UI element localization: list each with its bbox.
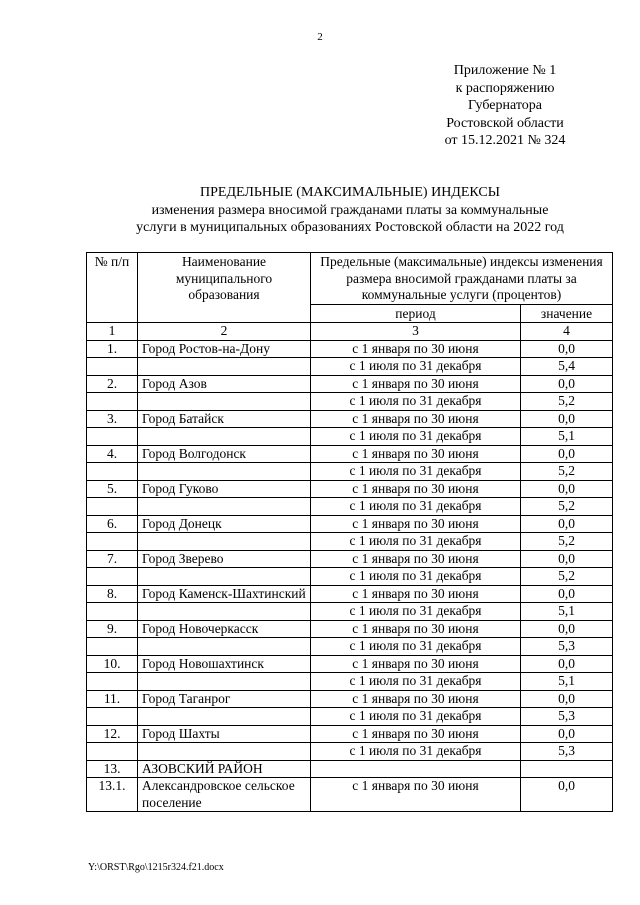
table-row — [87, 463, 613, 481]
row-period: с 1 января по 30 июня — [311, 690, 521, 708]
row-name: Город Ростов-на-Дону — [138, 340, 311, 358]
row-value: 5,1 — [521, 673, 613, 691]
row-period — [311, 760, 521, 778]
row-value: 5,2 — [521, 393, 613, 411]
row-period: с 1 января по 30 июня — [311, 725, 521, 743]
row-value: 0,0 — [521, 655, 613, 673]
row-name: Город Новочеркасск — [138, 620, 311, 638]
row-value: 5,3 — [521, 638, 613, 656]
row-num — [87, 743, 138, 761]
row-period: с 1 июля по 31 декабря — [311, 533, 521, 551]
row-value: 0,0 — [521, 550, 613, 568]
row-value: 0,0 — [521, 620, 613, 638]
col-number: 4 — [521, 323, 613, 341]
header-num: № п/п — [87, 253, 138, 323]
col-number: 1 — [87, 323, 138, 341]
table-row — [87, 638, 613, 656]
table-row — [87, 743, 613, 761]
table-row — [87, 410, 613, 428]
row-num: 11. — [87, 690, 138, 708]
row-name — [138, 428, 311, 446]
table-row — [87, 760, 613, 778]
file-path-footer: Y:\ORST\Rgo\1215r324.f21.docx — [88, 862, 224, 873]
row-period: с 1 января по 30 июня — [311, 620, 521, 638]
row-value: 5,1 — [521, 428, 613, 446]
table-row — [87, 690, 613, 708]
row-num — [87, 673, 138, 691]
row-name: Город Таганрог — [138, 690, 311, 708]
row-period: с 1 июля по 31 декабря — [311, 358, 521, 376]
appendix-line: от 15.12.2021 № 324 — [444, 133, 566, 148]
page-number: 2 — [317, 31, 323, 43]
row-name — [138, 638, 311, 656]
row-num: 4. — [87, 445, 138, 463]
row-period: с 1 июля по 31 декабря — [311, 638, 521, 656]
header-name: Наименование муниципального образования — [138, 253, 311, 323]
row-num: 6. — [87, 515, 138, 533]
row-period: с 1 января по 30 июня — [311, 340, 521, 358]
row-period: с 1 июля по 31 декабря — [311, 708, 521, 726]
row-value: 0,0 — [521, 480, 613, 498]
row-period: с 1 июля по 31 декабря — [311, 428, 521, 446]
row-name: Город Новошахтинск — [138, 655, 311, 673]
table-row — [87, 673, 613, 691]
row-value: 5,3 — [521, 708, 613, 726]
table-row — [87, 550, 613, 568]
row-num — [87, 603, 138, 621]
row-name — [138, 603, 311, 621]
row-num: 13.1. — [87, 778, 138, 812]
row-name — [138, 743, 311, 761]
row-num: 5. — [87, 480, 138, 498]
row-value: 5,2 — [521, 463, 613, 481]
row-value: 5,2 — [521, 568, 613, 586]
table-row — [87, 445, 613, 463]
row-value: 5,2 — [521, 533, 613, 551]
row-value: 0,0 — [521, 725, 613, 743]
row-num: 2. — [87, 375, 138, 393]
row-period: с 1 января по 30 июня — [311, 655, 521, 673]
table-row — [87, 533, 613, 551]
row-name: Город Азов — [138, 375, 311, 393]
row-num: 12. — [87, 725, 138, 743]
row-name: Город Донецк — [138, 515, 311, 533]
row-period: с 1 января по 30 июня — [311, 375, 521, 393]
row-period: с 1 января по 30 июня — [311, 778, 521, 812]
row-value: 5,2 — [521, 498, 613, 516]
table-row — [87, 778, 613, 812]
table-row — [87, 375, 613, 393]
title-line: услуги в муниципальных образованиях Ростовской области на 2022 год — [136, 220, 564, 235]
row-num — [87, 708, 138, 726]
table-row — [87, 428, 613, 446]
row-value: 0,0 — [521, 515, 613, 533]
row-value: 0,0 — [521, 585, 613, 603]
row-name — [138, 393, 311, 411]
col-number: 2 — [138, 323, 311, 341]
row-period: с 1 июля по 31 декабря — [311, 568, 521, 586]
row-name — [138, 463, 311, 481]
document-title — [90, 184, 610, 237]
row-num — [87, 498, 138, 516]
row-name: Александровское сельское поселение — [138, 778, 311, 812]
row-period: с 1 января по 30 июня — [311, 515, 521, 533]
row-name: Город Зверево — [138, 550, 311, 568]
table-row — [87, 585, 613, 603]
row-period: с 1 января по 30 июня — [311, 550, 521, 568]
row-name: АЗОВСКИЙ РАЙОН — [138, 760, 311, 778]
header-value: значение — [521, 304, 613, 323]
row-period: с 1 июля по 31 декабря — [311, 603, 521, 621]
row-num — [87, 393, 138, 411]
indices-table — [86, 252, 613, 812]
table-row — [87, 603, 613, 621]
row-num — [87, 568, 138, 586]
table-row — [87, 515, 613, 533]
row-period: с 1 июля по 31 декабря — [311, 673, 521, 691]
table-row — [87, 620, 613, 638]
row-name: Город Гуково — [138, 480, 311, 498]
table-row — [87, 358, 613, 376]
row-name — [138, 358, 311, 376]
row-name: Город Волгодонск — [138, 445, 311, 463]
row-num: 13. — [87, 760, 138, 778]
row-name: Город Шахты — [138, 725, 311, 743]
row-period: с 1 июля по 31 декабря — [311, 498, 521, 516]
col-number: 3 — [311, 323, 521, 341]
header-period: период — [311, 304, 521, 323]
appendix-line: к распоряжению — [455, 80, 555, 96]
row-value: 5,3 — [521, 743, 613, 761]
row-num — [87, 358, 138, 376]
row-num — [87, 638, 138, 656]
row-value: 0,0 — [521, 375, 613, 393]
row-period: с 1 января по 30 июня — [311, 585, 521, 603]
row-value: 0,0 — [521, 778, 613, 812]
row-num: 10. — [87, 655, 138, 673]
appendix-block — [430, 62, 580, 150]
table-row — [87, 498, 613, 516]
row-num: 9. — [87, 620, 138, 638]
row-value: 5,1 — [521, 603, 613, 621]
row-period: с 1 июля по 31 декабря — [311, 393, 521, 411]
row-value: 0,0 — [521, 340, 613, 358]
row-num — [87, 428, 138, 446]
table-row — [87, 340, 613, 358]
row-value: 5,4 — [521, 358, 613, 376]
row-name: Город Батайск — [138, 410, 311, 428]
row-period: с 1 января по 30 июня — [311, 480, 521, 498]
row-value: 0,0 — [521, 690, 613, 708]
appendix-line: Приложение № 1 — [453, 63, 557, 78]
row-period: с 1 июля по 31 декабря — [311, 463, 521, 481]
table-row — [87, 393, 613, 411]
row-name — [138, 533, 311, 551]
appendix-line: Губернатора — [467, 98, 543, 113]
row-name — [138, 568, 311, 586]
row-name — [138, 708, 311, 726]
table-row — [87, 568, 613, 586]
row-name — [138, 673, 311, 691]
row-name: Город Каменск-Шахтинский — [138, 585, 311, 603]
header-indices: Предельные (максимальные) индексы изменения размера вносимой гражданами платы за коммунальные услуги (процентов) — [311, 253, 613, 305]
row-value — [521, 760, 613, 778]
row-period: с 1 января по 30 июня — [311, 445, 521, 463]
row-num: 1. — [87, 340, 138, 358]
row-num: 3. — [87, 410, 138, 428]
row-value: 0,0 — [521, 410, 613, 428]
row-num — [87, 533, 138, 551]
table-body — [87, 340, 613, 812]
row-period: с 1 января по 30 июня — [311, 410, 521, 428]
table-row — [87, 655, 613, 673]
table-row — [87, 708, 613, 726]
row-value: 0,0 — [521, 445, 613, 463]
title-line: ПРЕДЕЛЬНЫЕ (МАКСИМАЛЬНЫЕ) ИНДЕКСЫ — [200, 185, 500, 200]
row-period: с 1 июля по 31 декабря — [311, 743, 521, 761]
table-row — [87, 725, 613, 743]
row-num: 7. — [87, 550, 138, 568]
table-row — [87, 480, 613, 498]
title-line: изменения размера вносимой гражданами платы за коммунальные — [151, 202, 549, 218]
appendix-line: Ростовской области — [446, 115, 564, 131]
row-num — [87, 463, 138, 481]
row-num: 8. — [87, 585, 138, 603]
row-name — [138, 498, 311, 516]
